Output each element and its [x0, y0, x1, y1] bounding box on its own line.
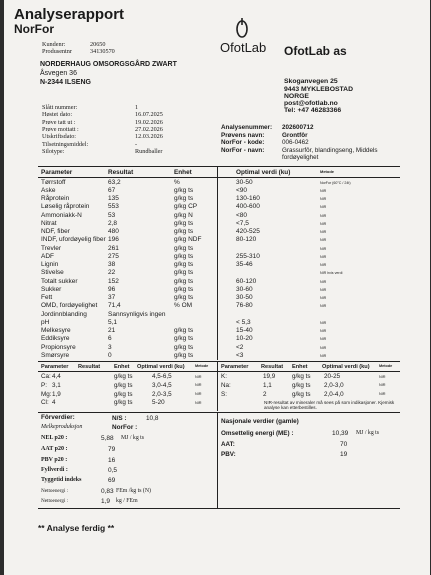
main-table-cell-r: 38 — [108, 261, 116, 268]
main-table-cell-m: NIR — [320, 263, 327, 267]
feed-value-unit: kg / FEm — [116, 498, 138, 504]
feed-value-label: NEL p20 : — [41, 435, 68, 441]
feed-value-number: 16 — [108, 457, 116, 464]
customer-postal: N-2344 ILSENG — [40, 79, 91, 86]
mineral-cell-u1: g/kg ts — [114, 390, 133, 398]
sample-right-value: 202600712 — [282, 124, 314, 131]
main-table-cell-u: g/kg ts — [174, 252, 194, 260]
mineral-cell-u2: g/kg ts — [292, 390, 311, 398]
mineral-cell-m2: NIR — [379, 392, 386, 397]
main-table-cell-m: NIR — [320, 213, 327, 218]
sample-left-label: Prøve tatt ut : — [42, 118, 76, 126]
main-table-cell-m: NIR — [320, 188, 327, 193]
main-table-cell-m: NIR — [320, 337, 327, 342]
mineral-cell-u2: g/kg ts — [292, 381, 311, 389]
main-table-cell-r: 63,2 — [108, 178, 121, 186]
main-table-cell-p: Lignin — [41, 261, 59, 268]
main-table-cell-u: g/kg N — [174, 211, 193, 219]
main-table-cell-m: NIR — [320, 221, 327, 226]
mineral-header-right-cell: Resultat — [261, 363, 284, 370]
main-table-header-cell: Optimal verdi (ku) — [236, 168, 291, 176]
mineral-cell-r2: 2 — [263, 390, 267, 398]
main-table-cell-r: 5,1 — [108, 318, 118, 326]
feed-value-label: AAT p20 : — [41, 446, 68, 452]
main-table-cell-o: 30-60 — [236, 285, 253, 293]
main-table-cell-m: NIR — [320, 238, 327, 243]
mineral-cell-m1: NIR — [195, 392, 202, 397]
ofotlab-logo — [220, 16, 276, 56]
main-table-cell-u: g/kg ts — [174, 327, 194, 334]
feed-values-bottom-rule — [38, 508, 400, 509]
mineral-cell-m2: NIR — [379, 383, 386, 388]
main-table-cell-p: pH — [41, 318, 50, 326]
main-table-header-rule — [38, 177, 400, 178]
main-table-divider — [217, 166, 218, 360]
main-table-cell-u: g/kg CP — [174, 203, 198, 211]
main-table-cell-m: NIR — [320, 254, 327, 259]
mineral-cell-p2: S: — [221, 390, 227, 398]
main-table-cell-u: g/kg ts — [174, 244, 194, 252]
main-table-cell-m: NIR — [320, 320, 327, 325]
main-table-cell-u: g/kg ts — [174, 294, 194, 301]
main-table-header-cell: Metode — [320, 168, 334, 174]
feed-value-unit: MJ / kg ts — [121, 435, 145, 441]
mineral-cell-o1: 5-20 — [152, 399, 165, 407]
main-table-cell-u: g/kg ts — [174, 335, 194, 343]
national-value-number: 70 — [340, 441, 348, 448]
mineral-header-right-cell: Metode — [379, 363, 393, 368]
main-table-cell-m: NorFor (60°C / 24t) — [320, 180, 351, 185]
main-table-cell-r: 53 — [108, 211, 116, 219]
main-table-cell-r: 22 — [108, 269, 116, 277]
main-table-cell-p: Stivelse — [41, 269, 64, 277]
sample-left-value: 19.02.2026 — [135, 118, 163, 126]
main-table-cell-u: g/kg ts — [174, 269, 194, 277]
sample-left-label: Prøve mottatt : — [42, 125, 79, 133]
feed-value-number: 0,5 — [108, 467, 118, 474]
sample-left-label: Utskriftsdato: — [42, 133, 77, 141]
main-table-cell-o: 30-50 — [236, 294, 253, 301]
mineral-cell-r2: 1,1 — [263, 381, 272, 389]
main-table-cell-r: 2,8 — [108, 219, 118, 227]
main-table-cell-r: 553 — [108, 203, 119, 211]
feed-value-number: 69 — [108, 477, 116, 484]
main-table-cell-p: Løselig råprotein — [41, 203, 90, 211]
mineral-header-right-cell: Enhet — [292, 363, 308, 370]
national-value-label: PBV: — [221, 451, 236, 458]
main-table-cell-m: NIR — [320, 287, 327, 292]
mineral-note: NIR-resultat av mineraler må sees på som indikasjoner. Kjemisk analyse kan etterbestilles. — [264, 400, 395, 411]
main-table-cell-o: < 5,3 — [236, 318, 251, 326]
mineral-table-header-rule — [38, 371, 400, 372]
sample-right-label: Analysenummer: — [221, 124, 273, 131]
mineral-header-left-cell: Parameter — [41, 363, 69, 370]
main-table-cell-u: g/kg ts — [174, 351, 194, 359]
feed-values-top-rule — [38, 412, 400, 413]
main-table-cell-p: Melkesyre — [41, 327, 71, 334]
main-table-cell-u: g/kg ts — [174, 285, 194, 293]
feed-value-label: Fyllverdi : — [41, 467, 68, 473]
feed-value-label: PBV p20 : — [41, 457, 68, 463]
lab-email: post@ofotlab.no — [284, 100, 338, 107]
customer-number-value: 20650 — [90, 41, 106, 48]
main-table-cell-p: Aske — [41, 186, 56, 194]
ns-value: 10,8 — [146, 415, 159, 422]
sample-left-value: 27.02.2026 — [135, 125, 163, 133]
main-table-cell-m: NIR — [320, 279, 327, 284]
producer-number-label: Produsentnr — [42, 48, 72, 55]
main-table-cell-o: 60-120 — [236, 277, 257, 285]
feed-value-number: 0,83 — [101, 488, 114, 495]
mineral-table-divider — [217, 361, 218, 411]
main-table-cell-r: 96 — [108, 285, 116, 293]
main-table-cell-r: 71,4 — [108, 302, 121, 310]
main-table-cell-m: NIR — [320, 296, 327, 300]
main-table-cell-m: NIR — [320, 205, 327, 210]
mineral-cell-u2: g/kg ts — [292, 373, 311, 380]
customer-number-label: Kundenr: — [42, 41, 66, 48]
mineral-header-right-cell: Optimal verdi (ku) — [322, 363, 370, 370]
mineral-cell-u1: g/kg ts — [114, 399, 133, 407]
lab-name: OfotLab as — [284, 44, 347, 58]
main-table-cell-o: 255-310 — [236, 252, 260, 260]
main-table-top-rule — [38, 166, 400, 167]
main-table-cell-u: g/kg ts — [174, 261, 194, 268]
main-table-cell-o: 35-46 — [236, 261, 253, 268]
main-table-cell-u: g/kg ts — [174, 228, 194, 235]
sample-left-value: 12.03.2026 — [135, 133, 163, 141]
main-table-cell-p: Propionsyre — [41, 343, 76, 351]
main-table-cell-r: 67 — [108, 186, 116, 194]
main-table-cell-p: Fett — [41, 294, 53, 301]
sample-right-value: Grontfôr — [282, 131, 308, 139]
main-table-cell-m: NIR — [320, 230, 327, 234]
feed-value-unit: FEm /kg ts (N) — [116, 488, 151, 494]
customer-street: Åsvegen 36 — [40, 70, 77, 77]
analysis-complete-footer: ** Analyse ferdig ** — [38, 523, 115, 533]
mineral-cell-p1: P: — [41, 381, 47, 389]
national-value-unit: MJ / kg ts — [356, 430, 380, 436]
main-table-cell-p: Sukker — [41, 285, 62, 293]
mineral-cell-u1: g/kg ts — [114, 373, 133, 380]
main-table-cell-o: 76-80 — [236, 302, 253, 310]
main-table-cell-p: OMD, fordøyelighet — [41, 302, 98, 310]
mineral-cell-o2: 20-25 — [324, 373, 341, 380]
sample-right-value: 006-0462 — [282, 139, 309, 146]
main-table-cell-m: NIR — [320, 304, 327, 309]
main-table-cell-r: 196 — [108, 236, 119, 244]
main-table-cell-u: g/kg NDF — [174, 236, 202, 244]
feed-values-title: Fôrverdier: — [41, 414, 75, 421]
main-table-cell-p: Eddiksyre — [41, 335, 70, 343]
mineral-cell-m1: NIR — [195, 400, 202, 405]
main-table-cell-p: NDF, fiber — [41, 228, 70, 235]
main-table-cell-m: NIR — [320, 197, 327, 201]
sample-left-value: Rundballer — [135, 147, 163, 155]
main-table-cell-u: g/kg ts — [174, 195, 194, 202]
main-table-cell-m: NIR — [320, 353, 327, 358]
main-table-cell-o: <80 — [236, 211, 248, 219]
mineral-cell-u1: g/kg ts — [114, 381, 133, 389]
feed-value-label: Nettoenergi : — [41, 498, 69, 504]
main-table-cell-p: ADF — [41, 252, 54, 260]
norfor-label: NorFor : — [112, 424, 138, 431]
lab-address-2: 9443 MYKLEBOSTAD — [284, 86, 353, 93]
mineral-cell-o1: 3,0-4,5 — [152, 381, 172, 389]
main-table-cell-p: Råprotein — [41, 195, 70, 202]
main-table-cell-o: 400-600 — [236, 203, 260, 211]
sample-right-label: NorFor - kode: — [221, 139, 265, 146]
mineral-cell-o2: 2,0-4,0 — [324, 390, 344, 398]
main-table-cell-u: g/kg ts — [174, 219, 194, 227]
sample-left-value: 16.07.2025 — [135, 111, 163, 119]
main-table-cell-p: Totalt sukker — [41, 277, 78, 285]
main-table-cell-p: Nitrat — [41, 219, 57, 227]
feed-value-label: Tyggetid indeks — [41, 477, 82, 483]
mineral-cell-p1: Mg: — [41, 390, 52, 398]
main-table-cell-o: 420-525 — [236, 228, 260, 235]
mineral-cell-o2: 2,0-3,0 — [324, 381, 344, 389]
mineral-cell-r1: 1,9 — [52, 390, 61, 398]
report-page — [4, 0, 430, 575]
mineral-cell-r1: 4 — [52, 399, 56, 407]
main-table-cell-o: <3 — [236, 351, 244, 359]
sample-right-label: Prøvens navn: — [221, 131, 265, 139]
main-table-cell-r: 275 — [108, 252, 119, 260]
national-value-label: Omsettelig energi (ME) : — [221, 430, 294, 437]
national-value-number: 10,39 — [332, 430, 349, 437]
mineral-header-left-cell: Resultat — [78, 363, 101, 370]
main-table-cell-r: 135 — [108, 195, 119, 202]
main-table-cell-o: 130-160 — [236, 195, 260, 202]
main-table-cell-m: NIR — [320, 246, 327, 251]
main-table-cell-r: 0 — [108, 351, 112, 359]
feed-values-subtitle: Melkeproduksjon — [41, 424, 83, 430]
main-table-cell-r: 37 — [108, 294, 116, 301]
main-table-cell-p: Trevler — [41, 244, 61, 252]
mineral-cell-m2: NIR — [379, 374, 386, 379]
mineral-cell-p1: Cl: — [41, 399, 49, 407]
sample-left-label: Slått nummer: — [42, 104, 78, 111]
report-title: Analyserapport — [14, 6, 125, 23]
mineral-cell-o1: 2,0-3,5 — [152, 390, 172, 398]
feed-value-number: 79 — [108, 446, 116, 453]
main-table-cell-p: Tørrstoff — [41, 178, 66, 186]
mineral-cell-p1: Ca: — [41, 373, 51, 380]
main-table-cell-o: 15-40 — [236, 327, 253, 334]
mineral-table-top-rule — [38, 361, 400, 362]
main-table-cell-r: 261 — [108, 244, 119, 252]
main-table-cell-o: 80-120 — [236, 236, 257, 244]
main-table-cell-o: <7,5 — [236, 219, 249, 227]
mineral-cell-r2: 19,9 — [263, 373, 276, 380]
ns-label: N/S : — [112, 415, 127, 422]
main-table-cell-u: g/kg ts — [174, 277, 194, 285]
customer-name: NORDERHAUG OMSORGSGÅRD ZWART — [40, 61, 177, 68]
main-table-cell-m: NIR hvis verdi — [320, 271, 343, 276]
main-table-cell-m: NIR — [320, 345, 327, 350]
main-table-cell-p: Smørsyre — [41, 351, 70, 359]
main-table-cell-o: 30-50 — [236, 178, 253, 186]
sample-left-value: - — [135, 140, 138, 148]
sample-right-label: NorFor - navn: — [221, 146, 265, 154]
national-value-number: 19 — [340, 451, 348, 458]
main-table-cell-p: INDF, ufordøyelig fiber — [41, 236, 106, 244]
mineral-cell-m1: NIR — [195, 383, 202, 388]
lab-phone: Tel: +47 46283366 — [284, 107, 342, 114]
mineral-cell-r1: 4,4 — [52, 373, 61, 380]
ofotlab-logo-text: OfotLab — [220, 40, 267, 55]
main-table-cell-m: NIR — [320, 329, 327, 333]
main-table-cell-o: 10-20 — [236, 335, 253, 343]
sample-left-label: Silotype: — [42, 147, 65, 155]
feed-value-number: 5,88 — [101, 435, 114, 442]
sample-left-label: Tilsetningsmiddel: — [42, 140, 89, 148]
mineral-header-left-cell: Optimal verdi (ku) — [137, 363, 185, 370]
main-table-cell-r: 21 — [108, 327, 116, 334]
main-table-cell-o: <90 — [236, 186, 248, 194]
mineral-header-left-cell: Metode — [195, 363, 209, 368]
report-subtitle: NorFor — [14, 22, 54, 36]
main-table-cell-u: % — [174, 178, 180, 186]
lab-address-1: Skoganvegen 25 — [284, 78, 338, 85]
main-table-cell-r: Sannsynligvis ingen — [108, 310, 166, 318]
main-table-cell-r: 3 — [108, 343, 112, 351]
main-table-cell-u: g/kg ts — [174, 343, 194, 351]
mineral-header-right-cell: Parameter — [221, 363, 249, 370]
main-table-cell-r: 6 — [108, 335, 112, 343]
mineral-cell-r1: 3,1 — [52, 381, 61, 389]
sample-left-value: 1 — [135, 104, 139, 111]
national-value-label: AAT: — [221, 441, 235, 448]
sample-left-label: Høstet dato: — [42, 111, 73, 119]
main-table-cell-p: Jordinnblanding — [41, 310, 87, 318]
national-values-title: Nasjonale verdier (gamle) — [221, 418, 299, 425]
main-table-cell-r: 480 — [108, 228, 119, 235]
producer-number-value: 34130570 — [90, 48, 115, 55]
main-table-cell-o: <2 — [236, 343, 244, 351]
mineral-cell-o1: 4,5-6,5 — [152, 373, 172, 380]
mineral-header-left-cell: Enhet — [114, 363, 130, 370]
main-table-cell-u: % OM — [174, 302, 193, 310]
mineral-cell-m1: NIR — [195, 374, 202, 379]
main-table-cell-r: 152 — [108, 277, 119, 285]
sample-right-value: Grassurfôr, blandingseng, Middels fordøyelighet — [282, 146, 378, 161]
feed-values-divider — [217, 412, 218, 508]
main-table-cell-u: g/kg ts — [174, 186, 194, 194]
main-table-header-cell: Enhet — [174, 168, 192, 176]
lab-address-3: NORGE — [284, 93, 309, 100]
main-table-header-cell: Parameter — [41, 168, 73, 176]
feed-value-number: 1,9 — [101, 498, 111, 505]
mineral-cell-p2: K: — [221, 373, 227, 380]
main-table-header-cell: Resultat — [108, 168, 134, 176]
feed-value-label: Nettoenergi : — [41, 488, 69, 494]
main-table-cell-p: Ammoniakk-N — [41, 211, 82, 219]
mineral-cell-p2: Na: — [221, 381, 231, 389]
